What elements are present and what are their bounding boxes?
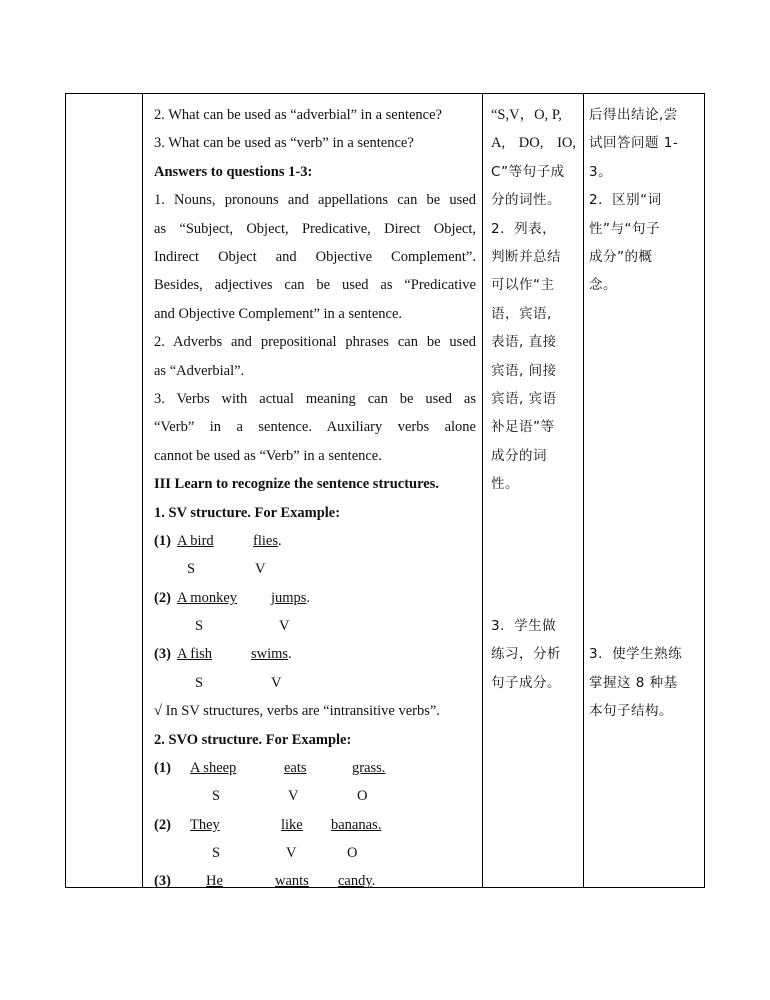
svo-example <box>154 816 476 834</box>
column-divider <box>142 94 143 887</box>
component-labels <box>154 560 476 578</box>
component-labels <box>154 674 476 692</box>
activity-line: 成分的词 <box>491 448 547 464</box>
label-verb: V <box>271 675 282 691</box>
intent-line: 3．使学生熟练 <box>589 646 683 662</box>
verb-word: wants <box>275 873 309 889</box>
sv-example <box>154 532 476 550</box>
label-subject: S <box>195 618 204 634</box>
intent-line: 本句子结构。 <box>589 703 673 719</box>
label-verb: V <box>288 788 299 804</box>
example-number: (1) <box>154 533 171 549</box>
intent-line: 3。 <box>589 164 613 180</box>
activity-line: 补足语”等 <box>491 419 555 435</box>
label-verb: V <box>279 618 290 634</box>
answer-3-line: 3. Verbs with actual meaning can be used as <box>154 391 476 407</box>
example-number: (3) <box>154 646 171 662</box>
label-verb: V <box>255 561 266 577</box>
verb-word: eats <box>284 760 307 776</box>
label-object: O <box>357 788 368 804</box>
punctuation: . <box>277 533 282 549</box>
svo-heading: 2. SVO structure. For Example: <box>154 732 352 748</box>
example-number: (1) <box>154 760 171 776</box>
subject-word: A fish <box>177 646 213 662</box>
activity-line: 语，宾语, <box>491 306 552 322</box>
activity-line: 句子成分。 <box>491 675 561 691</box>
verb-word: swims <box>251 646 289 662</box>
component-labels <box>154 787 476 805</box>
intent-line: 性”与“句子 <box>589 221 660 237</box>
subject-word: They <box>190 817 220 833</box>
example-number: (2) <box>154 817 171 833</box>
question-3: 3. What can be used as “verb” in a sentence? <box>154 135 414 151</box>
subject-word: A bird <box>177 533 214 549</box>
activity-line: 表语, 直接 <box>491 334 557 350</box>
activity-line: 可以作“主 <box>491 277 555 293</box>
label-subject: S <box>187 561 196 577</box>
subject-word: He <box>206 873 223 889</box>
activity-line: 分的词性。 <box>491 192 561 208</box>
activity-line: 宾语, 宾语 <box>491 391 557 407</box>
activity-line: 2．列表， <box>491 221 557 237</box>
sv-example <box>154 645 476 663</box>
activity-line: 性。 <box>491 476 519 492</box>
intent-line: 掌握这 8 种基 <box>589 675 678 691</box>
activity-line: A, DO, IO, <box>491 135 576 151</box>
activity-line: 3．学生做 <box>491 618 557 634</box>
component-labels <box>154 844 476 862</box>
column-divider <box>482 94 483 887</box>
column-divider <box>583 94 584 887</box>
subject-word: A monkey <box>177 590 238 606</box>
label-object: O <box>347 845 358 861</box>
verb-word: jumps <box>271 590 307 606</box>
svo-example <box>154 759 476 777</box>
answers-heading: Answers to questions 1-3: <box>154 164 313 180</box>
label-subject: S <box>212 788 221 804</box>
answer-2-line: as “Adverbial”. <box>154 363 245 379</box>
activity-line: C”等句子成 <box>491 164 565 180</box>
section-3-heading: III Learn to recognize the sentence structures. <box>154 476 439 492</box>
intent-line: 试回答问题 1- <box>589 135 679 151</box>
object-word: bananas. <box>331 817 382 833</box>
example-number: (2) <box>154 590 171 606</box>
subject-word: A sheep <box>190 760 237 776</box>
lesson-table <box>65 93 705 888</box>
punctuation: . <box>288 646 292 662</box>
object-word: candy <box>338 873 372 889</box>
svo-example <box>154 872 476 890</box>
label-subject: S <box>212 845 221 861</box>
answer-3-line: “Verb” in a sentence. Auxiliary verbs alone <box>154 419 476 435</box>
punctuation: . <box>371 873 376 889</box>
label-verb: V <box>286 845 297 861</box>
question-2: 2. What can be used as “adverbial” in a sentence? <box>154 107 442 123</box>
label-subject: S <box>195 675 204 691</box>
answer-1-line: Besides, adjectives can be used as “Predicative <box>154 277 476 293</box>
sv-heading: 1. SV structure. For Example: <box>154 505 341 521</box>
activity-line: 宾语, 间接 <box>491 363 557 379</box>
activity-line: “S,V，O, P, <box>491 107 562 123</box>
intent-line: 2．区别“词 <box>589 192 662 208</box>
sv-note: √ In SV structures, verbs are “intransitive verbs”. <box>154 703 440 719</box>
answer-1-line: and Objective Complement” in a sentence. <box>154 306 403 322</box>
answer-3-line: cannot be used as “Verb” in a sentence. <box>154 448 382 464</box>
intent-line: 念。 <box>589 277 617 293</box>
intent-line: 成分”的概 <box>589 249 653 265</box>
answer-1-line: 1. Nouns, pronouns and appellations can be used <box>154 192 476 208</box>
verb-word: like <box>281 817 303 833</box>
intent-line: 后得出结论,尝 <box>589 107 678 123</box>
object-word: grass. <box>352 760 386 776</box>
sv-example <box>154 589 476 607</box>
activity-line: 判断并总结 <box>491 249 561 265</box>
verb-word: flies <box>253 533 278 549</box>
component-labels <box>154 617 476 635</box>
answer-2-line: 2. Adverbs and prepositional phrases can be used <box>154 334 476 350</box>
answer-1-line: Indirect Object and Objective Complement”. <box>154 249 476 265</box>
example-number: (3) <box>154 873 171 889</box>
activity-line: 练习，分析 <box>491 646 561 662</box>
punctuation: . <box>306 590 311 606</box>
answer-1-line: as “Subject, Object, Predicative, Direct Object, <box>154 221 476 237</box>
